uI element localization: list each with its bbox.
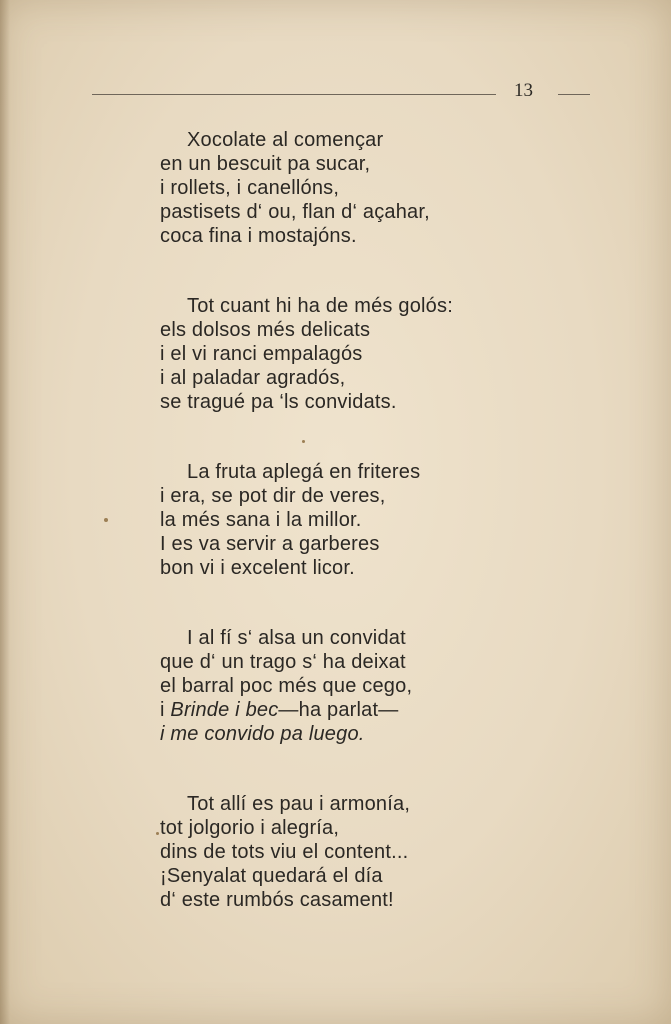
page-number: 13 [514, 80, 533, 101]
poem-line: i al paladar agradós, [160, 367, 346, 389]
poem-line: tot jolgorio i alegría, [160, 817, 340, 839]
poem-line: i rollets, i canellóns, [160, 177, 340, 199]
poem-line: I es va servir a garberes [160, 533, 380, 555]
poem-line: pastisets d‘ ou, flan d‘ açahar, [160, 201, 430, 223]
stanza-4 [160, 626, 453, 746]
paper-speck [156, 832, 159, 835]
paper-speck [104, 518, 108, 522]
poem-line: Tot cuant hi ha de més golós: [187, 295, 453, 317]
header-rule-right [558, 94, 590, 95]
line-text-after: —ha parlat— [278, 699, 399, 721]
poem-line: i el vi ranci empalagós [160, 343, 363, 365]
poem-line: en un bescuit pa sucar, [160, 153, 371, 175]
poem-line: que d‘ un trago s‘ ha deixat [160, 651, 406, 673]
poem-line: els dolsos més delicats [160, 319, 371, 341]
poem-line: ¡Senyalat quedará el día [160, 865, 383, 887]
italic-phrase: Brinde i bec [170, 699, 279, 721]
poem-line: Xocolate al començar [187, 129, 384, 151]
poem-line: coca fina i mostajóns. [160, 225, 357, 247]
poem-line: bon vi i excelent licor. [160, 557, 355, 579]
poem-line-mixed [160, 698, 453, 722]
poem-line: dins de tots viu el content... [160, 841, 409, 863]
stanza-5 [160, 792, 453, 912]
poem-line: la més sana i la millor. [160, 509, 362, 531]
poem-line: d‘ este rumbós casament! [160, 889, 394, 911]
poem [160, 128, 453, 958]
paper-speck [302, 440, 305, 443]
line-text-before: i [160, 699, 171, 721]
page-edge-shadow [0, 0, 10, 1024]
poem-line: se tragué pa ‘ls convidats. [160, 391, 397, 413]
stanza-2 [160, 294, 453, 414]
poem-line-italic: i me convido pa luego. [160, 723, 365, 745]
poem-line: i era, se pot dir de veres, [160, 485, 386, 507]
poem-line: La fruta aplegá en friteres [187, 461, 421, 483]
stanza-1 [160, 128, 453, 248]
stanza-3 [160, 460, 453, 580]
header-rule-left [92, 94, 496, 95]
poem-line: Tot allí es pau i armonía, [187, 793, 411, 815]
poem-line: el barral poc més que cego, [160, 675, 413, 697]
poem-line: I al fí s‘ alsa un convidat [187, 627, 406, 649]
